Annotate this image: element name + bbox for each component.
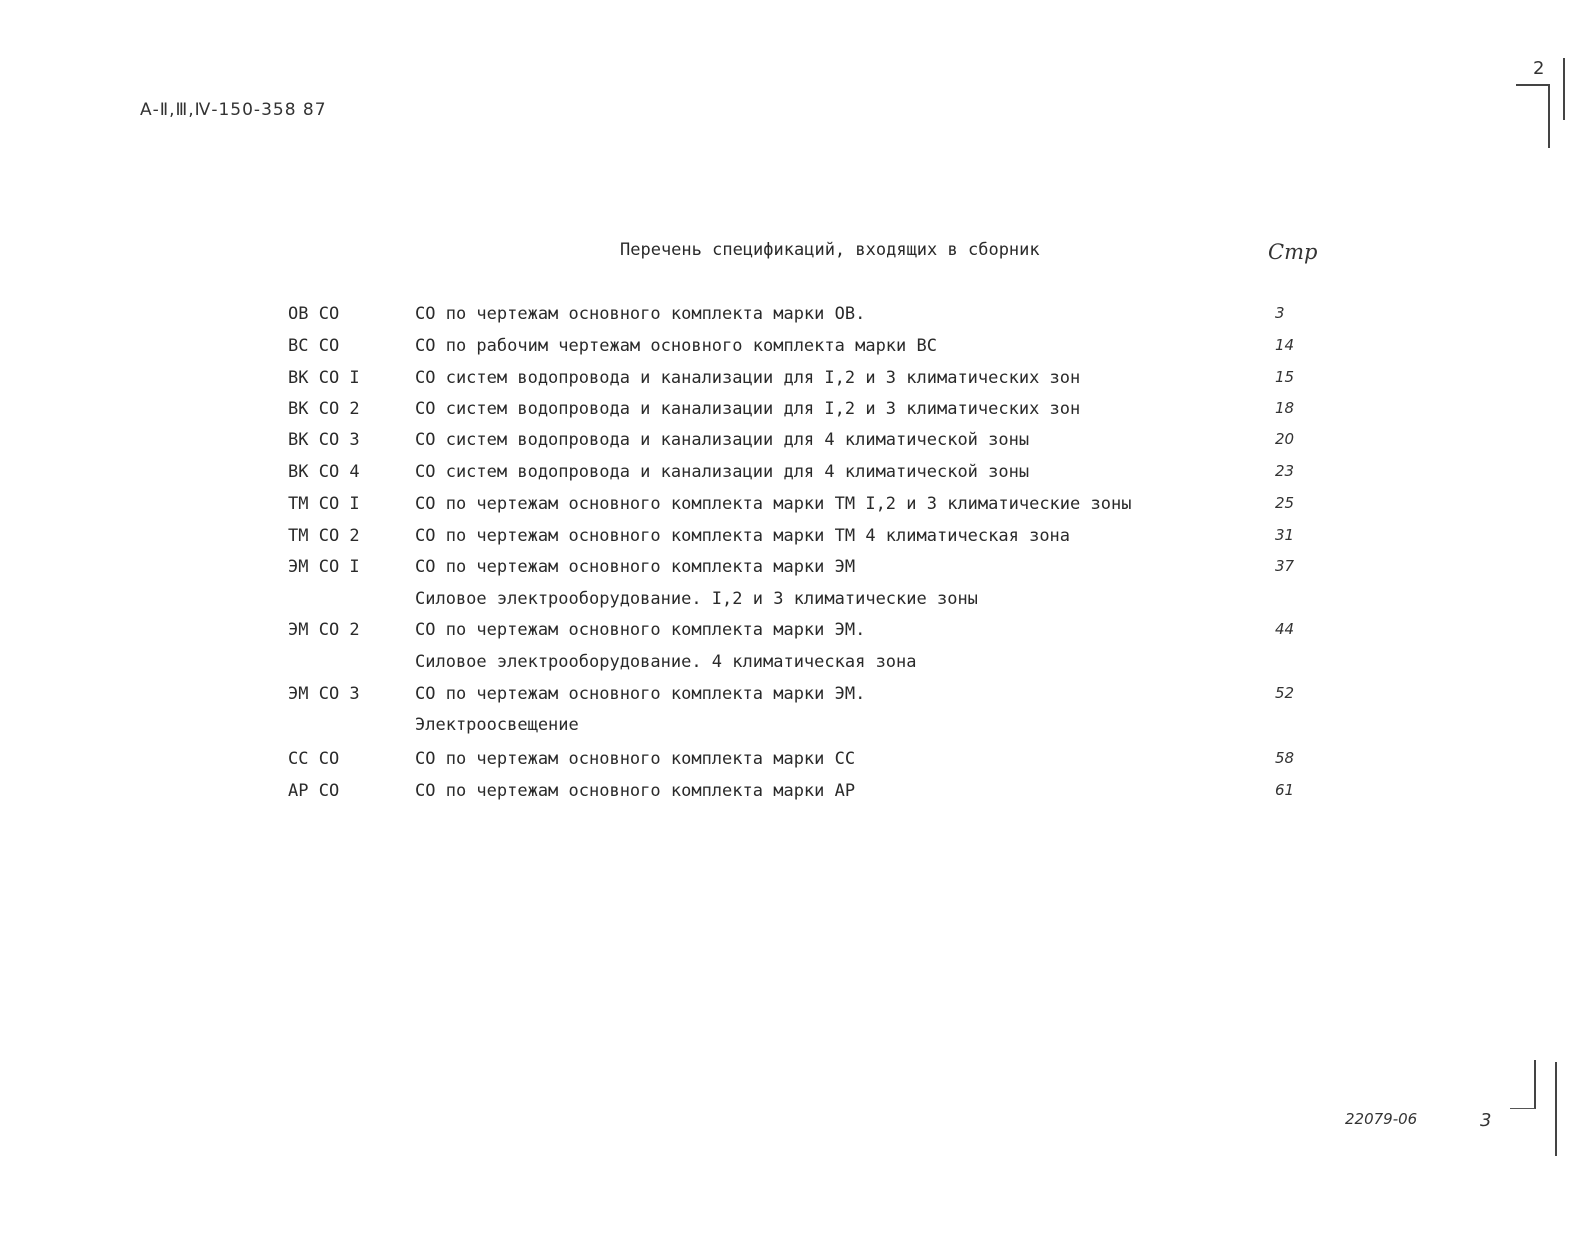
document-code: А-Ⅱ,Ⅲ,Ⅳ-150-358 87 [140, 100, 327, 120]
spec-page: 14 [1275, 336, 1295, 354]
page-column-header: Стр [1268, 240, 1318, 264]
spec-code: ВС СО [288, 336, 340, 356]
spec-description: СО по рабочим чертежам основного комплекта марки ВС [415, 336, 937, 356]
spec-description: СО по чертежам основного комплекта марки ОВ. [415, 304, 866, 324]
spec-code: АР СО [288, 781, 340, 801]
spec-page: 18 [1275, 399, 1295, 417]
spec-code: ТМ СО I [288, 494, 360, 514]
spec-description: Электроосвещение [415, 715, 579, 735]
spec-description: СО по чертежам основного комплекта марки СС [415, 749, 856, 769]
spec-code: ВК СО 3 [288, 430, 360, 450]
frame-edge-top [1563, 58, 1565, 120]
spec-page: 58 [1275, 749, 1295, 767]
spec-code: ТМ СО 2 [288, 526, 360, 546]
spec-description: Силовое электрооборудование. I,2 и 3 климатические зоны [415, 589, 978, 609]
spec-description: СО систем водопровода и канализации для 4 климатической зоны [415, 430, 1030, 450]
sheet-number-bottom: 3 [1480, 1110, 1492, 1131]
spec-description: СО по чертежам основного комплекта марки ЭМ. [415, 620, 866, 640]
sheet-number: 2 [1533, 58, 1545, 79]
spec-code: ЭМ СО 2 [288, 620, 360, 640]
spec-description: СО систем водопровода и канализации для I,2 и 3 климатических зон [415, 368, 1081, 388]
spec-code: ВК СО 2 [288, 399, 360, 419]
spec-code: ВК СО I [288, 368, 360, 388]
spec-code: СС СО [288, 749, 340, 769]
spec-page: 23 [1275, 462, 1295, 480]
spec-description: СО по чертежам основного комплекта марки ЭМ [415, 557, 856, 577]
spec-code: ЭМ СО 3 [288, 684, 360, 704]
spec-page: 37 [1275, 557, 1295, 575]
frame-edge-bottom [1555, 1062, 1557, 1156]
spec-page: 31 [1275, 526, 1295, 544]
spec-page: 44 [1275, 620, 1295, 638]
spec-code: ЭМ СО I [288, 557, 360, 577]
spec-description: СО по чертежам основного комплекта марки ТМ 4 климатическая зона [415, 526, 1071, 546]
spec-description: СО по чертежам основного комплекта марки ТМ I,2 и 3 климатические зоны [415, 494, 1132, 514]
spec-page: 20 [1275, 430, 1295, 448]
list-title: Перечень спецификаций, входящих в сборник [620, 240, 1040, 260]
spec-page: 25 [1275, 494, 1295, 512]
inventory-number: 22079-06 [1345, 1110, 1418, 1128]
spec-page: 52 [1275, 684, 1295, 702]
frame-corner-top [1516, 84, 1550, 148]
spec-code: ВК СО 4 [288, 462, 360, 482]
spec-page: 3 [1275, 304, 1285, 322]
spec-description: СО систем водопровода и канализации для 4 климатической зоны [415, 462, 1030, 482]
spec-code: ОВ СО [288, 304, 340, 324]
frame-corner-bottom [1510, 1060, 1536, 1109]
spec-description: СО по чертежам основного комплекта марки ЭМ. [415, 684, 866, 704]
spec-description: Силовое электрооборудование. 4 климатическая зона [415, 652, 917, 672]
spec-description: СО по чертежам основного комплекта марки АР [415, 781, 856, 801]
spec-page: 15 [1275, 368, 1295, 386]
spec-description: СО систем водопровода и канализации для I,2 и 3 климатических зон [415, 399, 1081, 419]
spec-page: 61 [1275, 781, 1295, 799]
